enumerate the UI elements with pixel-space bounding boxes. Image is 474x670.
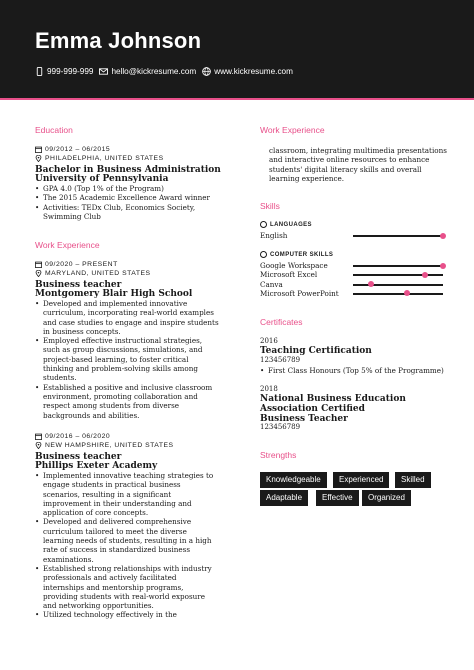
skill-level-marker	[368, 281, 374, 287]
list-item: • Employed effective instructional strategies, such as group discussions, simulations, and project-based learning, to foster critical thinking and problem-solving skills among students.	[35, 336, 219, 382]
list-item: • First Class Honours (Top 5% of the Programme)	[260, 366, 450, 375]
work-continuation-text: classroom, integrating multimedia presentations and interactive online resources to enhance students' digital literacy skills and overall learning experience.	[269, 146, 447, 183]
education-bullets	[35, 184, 235, 221]
computer-icon	[260, 251, 267, 258]
job1-location: MARYLAND, UNITED STATES	[35, 270, 151, 277]
skill-row	[260, 231, 450, 240]
skill-level-marker	[404, 290, 410, 296]
job1-role: Business teacher	[35, 280, 122, 290]
calendar-icon	[35, 433, 42, 440]
cert2-id: 123456789	[260, 423, 301, 431]
work-experience-title: Work Experience	[35, 240, 100, 250]
phone-text: 999-999-999	[47, 67, 94, 76]
skill-row	[260, 289, 450, 298]
list-item: • Developed and delivered comprehensive curriculum tailored to meet the diverse learning needs of students, resulting in a high rate of success in standardized business examinations.	[35, 517, 219, 563]
contact-line	[35, 67, 293, 76]
strength-tag: Effective	[316, 490, 359, 506]
location-pin-icon	[35, 270, 42, 277]
cert1-year: 2016	[260, 337, 278, 345]
skills-title: Skills	[260, 201, 280, 211]
strength-tag: Skilled	[395, 472, 431, 488]
education-dates: 09/2012 – 06/2015	[35, 146, 110, 153]
skill-level-bar	[353, 293, 443, 295]
skill-row	[260, 261, 450, 270]
phone-contact	[35, 67, 93, 76]
skill-level-bar	[353, 284, 443, 286]
job2-bullets	[35, 471, 219, 620]
list-item: • Established a positive and inclusive classroom environment, promoting collaboration and respect among students from diverse backgrounds and abilities.	[35, 383, 219, 420]
cert1-id: 123456789	[260, 356, 301, 364]
skill-name: Canva	[260, 279, 283, 289]
skill-name: Microsoft Excel	[260, 270, 318, 280]
candidate-name: Emma Johnson	[35, 28, 202, 53]
skill-level-marker	[440, 233, 446, 239]
strength-tag: Adaptable	[260, 490, 308, 506]
job2-role: Business teacher	[35, 452, 122, 462]
certificates-title: Certificates	[260, 317, 303, 327]
computer-skills-label: COMPUTER SKILLS	[260, 251, 333, 258]
job1-dates: 09/2020 – PRESENT	[35, 261, 118, 268]
email-contact[interactable]	[99, 67, 196, 76]
location-pin-icon	[35, 155, 42, 162]
skill-name: Microsoft PowerPoint	[260, 288, 339, 298]
job2-org: Phillips Exeter Academy	[35, 461, 158, 471]
skill-row	[260, 280, 450, 289]
email-text[interactable]: hello@kickresume.com	[111, 67, 197, 76]
list-item: • The 2015 Academic Excellence Award winner	[35, 193, 235, 202]
cert2-name: National Business Education Association Certified Business Teacher	[260, 394, 406, 424]
education-location: PHILADELPHIA, UNITED STATES	[35, 155, 164, 162]
globe-icon	[202, 67, 211, 76]
strength-tag: Knowledgeable	[260, 472, 327, 488]
cert2-year: 2018	[260, 385, 278, 393]
list-item: • Established strong relationships with industry professionals and actively facilitated internships and mentorship programs, providing students with real-world exposure and networking opportunities.	[35, 564, 219, 610]
education-school: University of Pennsylvania	[35, 174, 169, 184]
skill-level-marker	[422, 272, 428, 278]
location-pin-icon	[35, 442, 42, 449]
job2-location: NEW HAMPSHIRE, UNITED STATES	[35, 442, 174, 449]
list-item: • Developed and implemented innovative curriculum, incorporating real-world examples and case studies to engage and inspire students in business concepts.	[35, 299, 219, 336]
skill-row	[260, 270, 450, 279]
skill-level-bar	[353, 274, 443, 276]
list-item: • Implemented innovative teaching strategies to engage students in practical business scenarios, resulting in a significant improvement in their understanding and application of core concepts.	[35, 471, 219, 517]
list-item: • GPA 4.0 (Top 1% of the Program)	[35, 184, 235, 193]
skill-name: English	[260, 231, 288, 240]
languages-icon	[260, 221, 267, 228]
job2-dates: 09/2016 – 06/2020	[35, 433, 110, 440]
mail-icon	[99, 67, 108, 76]
skill-level-bar	[353, 265, 443, 267]
calendar-icon	[35, 261, 42, 268]
strength-tag: Organized	[362, 490, 411, 506]
strength-tag: Experienced	[333, 472, 389, 488]
languages-label: LANGUAGES	[260, 221, 312, 228]
phone-icon	[35, 67, 44, 76]
skill-level-bar	[353, 235, 443, 237]
education-degree: Bachelor in Business Administration	[35, 165, 221, 175]
skill-name: Google Workspace	[260, 261, 328, 270]
website-text[interactable]: www.kickresume.com	[214, 67, 293, 76]
website-contact[interactable]	[202, 67, 293, 76]
calendar-icon	[35, 146, 42, 153]
work-experience-continued-title: Work Experience	[260, 125, 325, 135]
strengths-title: Strengths	[260, 450, 297, 460]
cert1-bullets	[260, 366, 450, 375]
resume-header	[0, 0, 474, 100]
job1-org: Montgomery Blair High School	[35, 289, 193, 299]
list-item: • Utilized technology effectively in the	[35, 610, 219, 619]
education-title: Education	[35, 125, 73, 135]
cert1-name: Teaching Certification	[260, 346, 372, 356]
list-item: • Activities: TEDx Club, Economics Society, Swimming Club	[35, 203, 215, 222]
skill-level-marker	[440, 263, 446, 269]
job1-bullets	[35, 299, 219, 420]
